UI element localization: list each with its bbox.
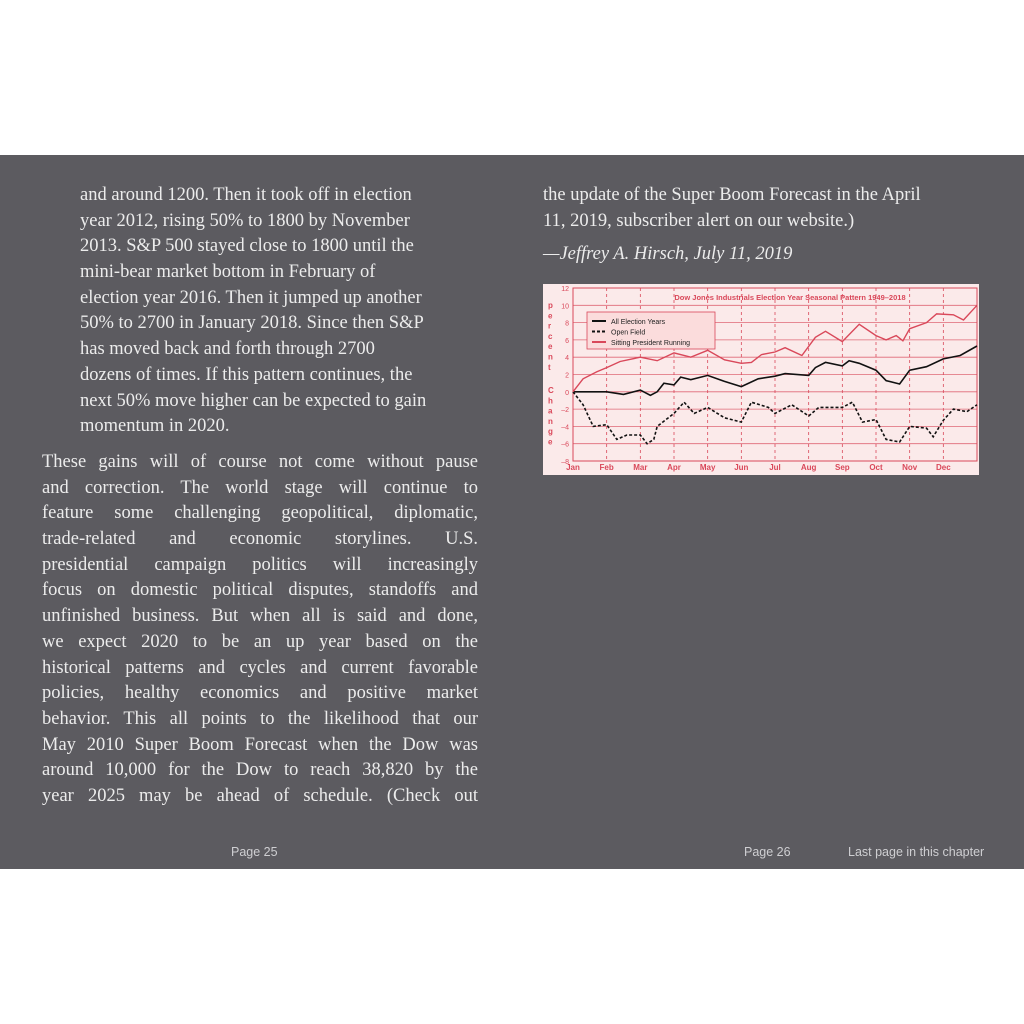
x-tick-label: Nov	[902, 463, 918, 472]
y-axis-label-letter: e	[548, 342, 553, 352]
text-line: presidential campaign politics will increasingly	[42, 554, 478, 575]
text-line: These gains will of course not come without pause	[42, 452, 478, 472]
text-line: focus on domestic political disputes, standoffs and	[42, 580, 478, 601]
y-axis-label-letter: e	[548, 437, 553, 447]
y-axis-label-letter: p	[548, 301, 553, 310]
x-tick-label: Jun	[734, 463, 749, 472]
text-line: and around 1200. Then it took off in election	[80, 185, 412, 205]
text-line: momentum in 2020.	[80, 416, 230, 437]
x-tick-label: Sep	[834, 463, 850, 472]
text-line: May 2010 Super Boom Forecast when the Dow was	[42, 734, 478, 755]
y-tick-label: –6	[561, 441, 569, 449]
y-axis-label-letter: n	[548, 416, 553, 426]
page-25-label: Page 25	[231, 845, 278, 859]
y-tick-label: 12	[561, 286, 569, 293]
text-line: historical patterns and cycles and current favorable	[42, 657, 478, 678]
y-axis-label-letter: h	[548, 396, 553, 406]
page-25-indented-block	[80, 183, 480, 440]
chart-svg	[543, 284, 979, 475]
x-tick-label: Dec	[935, 463, 951, 472]
y-axis-label-letter: r	[548, 321, 552, 331]
y-axis-label-letter: a	[548, 406, 553, 416]
text-line: 2013. S&P 500 stayed close to 1800 until the	[80, 236, 414, 257]
legend-label: Sitting President Running	[611, 340, 690, 347]
y-tick-label: 4	[565, 355, 569, 363]
x-tick-label: Jan	[566, 463, 580, 472]
text-line: policies, healthy economics and positive market	[42, 683, 478, 704]
y-tick-label: 8	[565, 320, 569, 328]
y-tick-label: –2	[561, 407, 569, 415]
text-line: year 2012, rising 50% to 1800 by November	[80, 210, 410, 231]
text-line: 11, 2019, subscriber alert on our website.)	[543, 210, 855, 231]
page-25-paragraph	[42, 450, 478, 810]
text-line: we expect 2020 to be an up year based on the	[42, 631, 478, 652]
text-line: unfinished business. But when all is said and done,	[42, 606, 478, 627]
y-axis-label-letter: n	[548, 352, 553, 362]
y-axis-label-letter: g	[548, 427, 553, 437]
x-tick-label: Oct	[869, 463, 883, 472]
text-line: has moved back and forth through 2700	[80, 339, 375, 360]
text-line: year 2025 may be ahead of schedule. (Check out	[42, 785, 478, 806]
text-line: behavior. This all points to the likelihood that our	[42, 708, 478, 729]
text-line: election year 2016. Then it jumped up another	[80, 287, 422, 308]
text-line: and correction. The world stage will continue to	[42, 477, 478, 498]
text-line: the update of the Super Boom Forecast in the April	[543, 185, 921, 205]
x-tick-label: Jul	[769, 463, 781, 472]
text-line: dozens of times. If this pattern continues, the	[80, 364, 413, 385]
text-line: feature some challenging geopolitical, diplomatic,	[42, 503, 478, 524]
page-26-text	[543, 183, 983, 234]
y-axis-label-letter: e	[548, 311, 553, 321]
chart-title: Dow Jones Industrials Election Year Seasonal Pattern 1949–2018	[674, 293, 906, 302]
attribution: —Jeffrey A. Hirsch, July 11, 2019	[543, 244, 793, 264]
election-year-chart	[543, 284, 979, 475]
text-line: 50% to 2700 in January 2018. Since then S&P	[80, 313, 424, 334]
text-line: around 10,000 for the Dow to reach 38,820 by the	[42, 760, 478, 781]
text-line: next 50% move higher can be expected to gain	[80, 390, 427, 411]
y-tick-label: –4	[561, 424, 569, 432]
legend-label: All Election Years	[611, 319, 666, 326]
x-tick-label: Aug	[800, 463, 817, 472]
x-tick-label: Feb	[599, 463, 614, 472]
text-line: trade-related and economic storylines. U.S.	[42, 529, 478, 550]
chapter-note: Last page in this chapter	[848, 845, 985, 859]
x-tick-label: Mar	[633, 463, 648, 472]
text-line: mini-bear market bottom in February of	[80, 262, 376, 283]
y-tick-label: –8	[561, 459, 569, 466]
y-axis-label-letter: c	[548, 331, 553, 341]
y-axis-label-letter: t	[548, 362, 551, 372]
y-axis-label-letter: C	[548, 386, 554, 395]
y-tick-label: 10	[561, 303, 569, 311]
legend-label: Open Field	[611, 329, 646, 337]
x-tick-label: Apr	[667, 463, 681, 472]
y-tick-label: 0	[565, 389, 569, 397]
y-tick-label: 6	[565, 337, 569, 345]
x-tick-label: May	[699, 463, 716, 472]
y-tick-label: 2	[565, 372, 569, 380]
reader-spread	[0, 155, 1024, 869]
page-26-label: Page 26	[744, 845, 791, 859]
